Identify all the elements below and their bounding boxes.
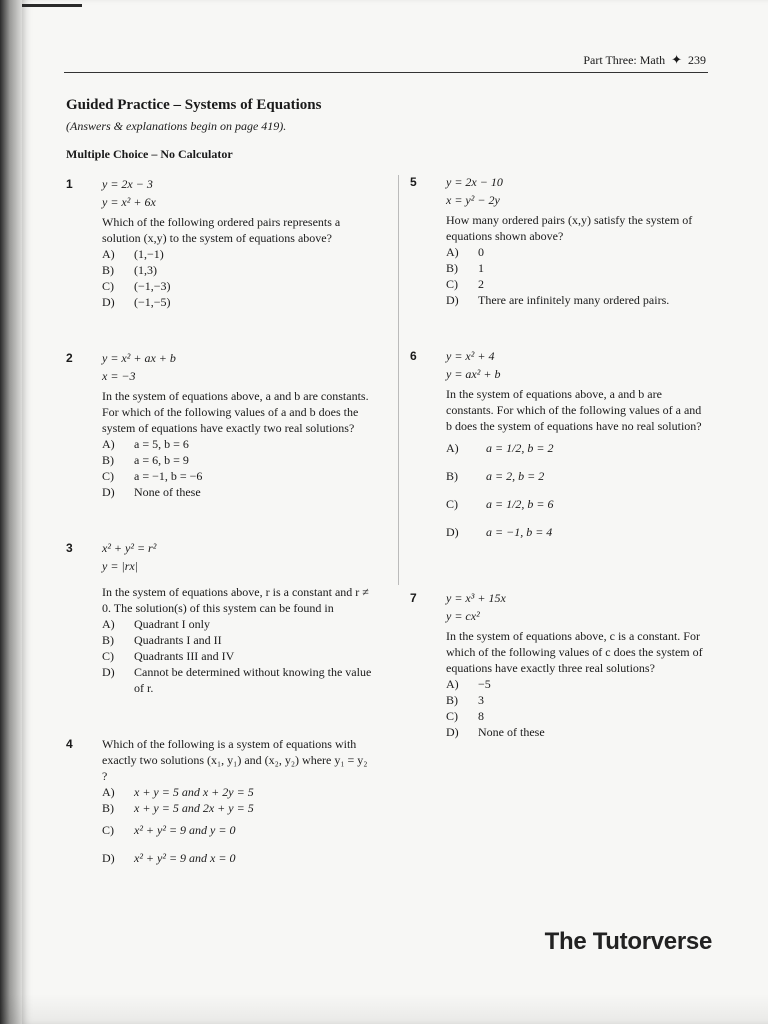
answer-option: A) a = 5, b = 6 bbox=[102, 437, 189, 451]
question-number: 2 bbox=[66, 351, 73, 365]
answer-option: A) Quadrant I only bbox=[102, 617, 210, 631]
scan-mark bbox=[22, 4, 82, 7]
question-number: 6 bbox=[410, 349, 417, 363]
question-stem: In the system of equations above, r is a constant and r ≠ 0. The solution(s) of this system can be found in bbox=[102, 585, 369, 615]
answer-option: C) a = −1, b = −6 bbox=[102, 469, 203, 483]
equation: y = |rx| bbox=[102, 559, 139, 573]
question-stem: Which of the following is a system of equations with exactly two solutions (x₁, y₁) and (x₂, y₂) where y₁ = y₂ ? bbox=[102, 737, 368, 783]
question-stem: In the system of equations above, a and b are constants. For which of the following values of a and b does the system of equations have exactly two real solutions? bbox=[102, 389, 369, 435]
answer-option: D) There are infinitely many ordered pairs. bbox=[446, 293, 670, 307]
answer-option: B) 3 bbox=[446, 693, 484, 707]
column-divider bbox=[398, 175, 399, 585]
answer-option: B) a = 2, b = 2 bbox=[446, 469, 545, 483]
answer-option: C) Quadrants III and IV bbox=[102, 649, 235, 663]
answer-option: C) 2 bbox=[446, 277, 484, 291]
answer-option: D) None of these bbox=[446, 725, 545, 739]
running-head bbox=[583, 52, 706, 68]
page-subtitle: (Answers & explanations begin on page 419). bbox=[66, 119, 287, 133]
equation: y = x² + ax + b bbox=[102, 351, 176, 365]
equation: y = x² + 6x bbox=[102, 195, 156, 209]
equation: y = x³ + 15x bbox=[446, 591, 506, 605]
answer-option: D) x² + y² = 9 and x = 0 bbox=[102, 851, 236, 865]
answer-option: B) 1 bbox=[446, 261, 484, 275]
page-title: Guided Practice – Systems of Equations bbox=[66, 97, 322, 113]
equation: y = 2x − 3 bbox=[102, 177, 153, 191]
page-number: 239 bbox=[688, 52, 706, 67]
question-number: 5 bbox=[410, 175, 417, 189]
equation: y = ax² + b bbox=[446, 367, 501, 381]
answer-option: B) (1,3) bbox=[102, 263, 157, 277]
question-number: 7 bbox=[410, 591, 417, 605]
question-stem: In the system of equations above, a and b are constants. For which of the following values of a and b does the system of equations have no real solution? bbox=[446, 387, 702, 433]
question-number: 3 bbox=[66, 541, 73, 555]
answer-option: D) Cannot be determined without knowing the value of r. bbox=[102, 665, 372, 695]
answer-option: C) 8 bbox=[446, 709, 484, 723]
answer-option: C) a = 1/2, b = 6 bbox=[446, 497, 554, 511]
tutorverse-swirl-icon: ✦ bbox=[671, 52, 682, 67]
running-head-section: Part Three: Math bbox=[583, 52, 666, 67]
question-stem: How many ordered pairs (x,y) satisfy the system of equations shown above? bbox=[446, 213, 693, 243]
equation: y = 2x − 10 bbox=[446, 175, 503, 189]
book-binding-edge bbox=[0, 0, 22, 1024]
brand-logo-text: The Tutorverse bbox=[544, 928, 712, 955]
header-rule bbox=[64, 72, 708, 73]
answer-option: D) a = −1, b = 4 bbox=[446, 525, 553, 539]
equation: x² + y² = r² bbox=[102, 541, 157, 555]
equation: x = −3 bbox=[102, 369, 136, 383]
scan-shadow bbox=[0, 994, 768, 1024]
question-stem: In the system of equations above, c is a constant. For which of the following values of c does the system of equations have exactly three real solutions? bbox=[446, 629, 703, 675]
answer-option: B) x + y = 5 and 2x + y = 5 bbox=[102, 801, 254, 815]
answer-option: A) x + y = 5 and x + 2y = 5 bbox=[102, 785, 254, 799]
answer-option: A) (1,−1) bbox=[102, 247, 164, 261]
answer-option: C) x² + y² = 9 and y = 0 bbox=[102, 823, 236, 837]
question-stem: Which of the following ordered pairs represents a solution (x,y) to the system of equations above? bbox=[102, 215, 341, 245]
equation: y = x² + 4 bbox=[446, 349, 495, 363]
equation: x = y² − 2y bbox=[446, 193, 500, 207]
answer-option: D) (−1,−5) bbox=[102, 295, 171, 309]
section-label: Multiple Choice – No Calculator bbox=[66, 147, 233, 161]
question-number: 1 bbox=[66, 177, 73, 191]
answer-option: D) None of these bbox=[102, 485, 201, 499]
answer-option: C) (−1,−3) bbox=[102, 279, 171, 293]
answer-option: B) Quadrants I and II bbox=[102, 633, 222, 647]
answer-option: A) −5 bbox=[446, 677, 491, 691]
answer-option: A) 0 bbox=[446, 245, 484, 259]
answer-option: B) a = 6, b = 9 bbox=[102, 453, 189, 467]
question-number: 4 bbox=[66, 737, 73, 751]
equation: y = cx² bbox=[446, 609, 480, 623]
answer-option: A) a = 1/2, b = 2 bbox=[446, 441, 554, 455]
